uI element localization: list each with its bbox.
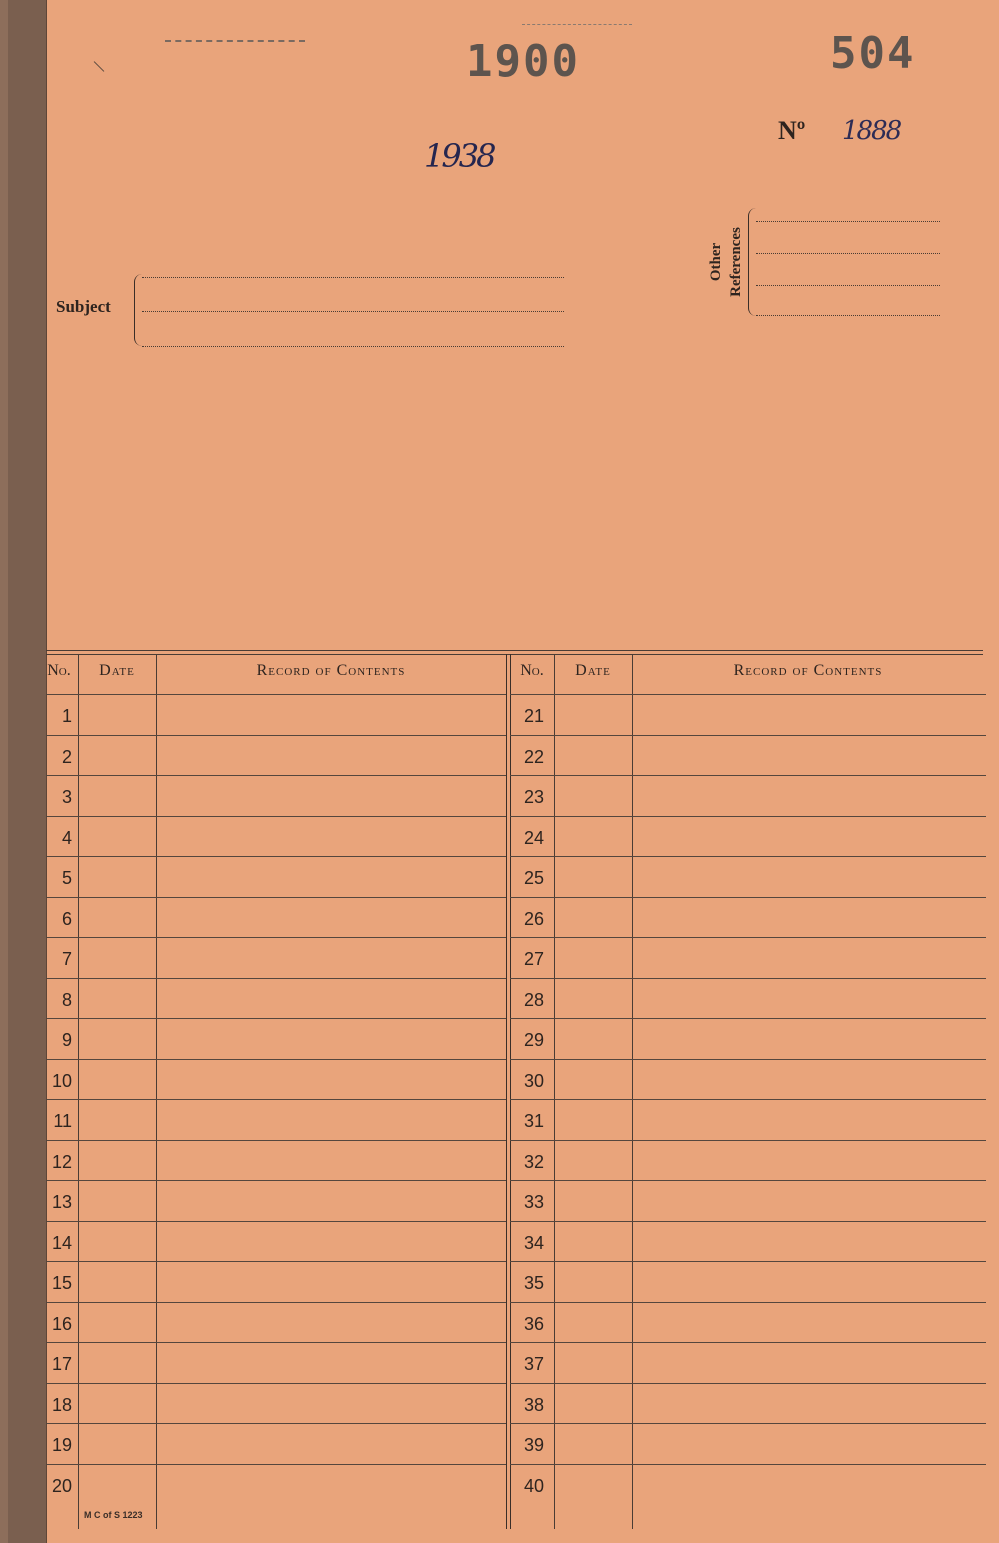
- date-cell-right[interactable]: [555, 1343, 631, 1382]
- row-number-left: 14: [51, 1233, 72, 1253]
- row-number-right: 35: [523, 1273, 544, 1293]
- date-cell-right[interactable]: [555, 1465, 631, 1504]
- reference-line-1[interactable]: [756, 221, 940, 222]
- reference-line-3[interactable]: [756, 285, 940, 286]
- subject-line-2[interactable]: [142, 311, 564, 312]
- date-cell-left[interactable]: [79, 1424, 155, 1463]
- row-number-left: 18: [51, 1395, 72, 1415]
- date-cell-left[interactable]: [79, 898, 155, 937]
- date-cell-left[interactable]: [79, 1060, 155, 1099]
- other-references-label-line1: Other: [708, 242, 724, 282]
- date-cell-right[interactable]: [555, 857, 631, 896]
- row-number-right: 29: [523, 1030, 544, 1050]
- reference-line-2[interactable]: [756, 253, 940, 254]
- record-cell-left[interactable]: [157, 898, 505, 937]
- row-number-right: 24: [523, 828, 544, 848]
- left-date-header: Date: [99, 662, 135, 679]
- date-cell-left[interactable]: [79, 736, 155, 775]
- record-cell-left[interactable]: [157, 1141, 505, 1180]
- row-number-right: 32: [523, 1152, 544, 1172]
- record-cell-left[interactable]: [157, 736, 505, 775]
- record-cell-left[interactable]: [157, 695, 505, 734]
- number-value-handwritten: 1888: [842, 116, 901, 146]
- number-label: Nº: [778, 116, 806, 145]
- record-cell-right[interactable]: [633, 938, 983, 977]
- record-cell-left[interactable]: [157, 1262, 505, 1301]
- record-cell-left[interactable]: [157, 1100, 505, 1139]
- other-references-label-line2: References: [728, 227, 744, 297]
- date-cell-right[interactable]: [555, 817, 631, 856]
- record-cell-right[interactable]: [633, 898, 983, 937]
- row-number-right: 23: [523, 787, 544, 807]
- date-cell-right[interactable]: [555, 898, 631, 937]
- row-number-left: 20: [51, 1476, 72, 1496]
- record-cell-right[interactable]: [633, 776, 983, 815]
- date-cell-right[interactable]: [555, 695, 631, 734]
- record-cell-right[interactable]: [633, 736, 983, 775]
- date-cell-left[interactable]: [79, 1465, 155, 1504]
- record-cell-right[interactable]: [633, 1222, 983, 1261]
- table-top-rule: [46, 650, 983, 655]
- left-record-header: Record of Contents: [256, 662, 406, 679]
- row-number-left: 1: [61, 706, 72, 726]
- date-cell-left[interactable]: [79, 817, 155, 856]
- record-cell-left[interactable]: [157, 1424, 505, 1463]
- row-number-right: 31: [523, 1111, 544, 1131]
- row-number-left: 6: [61, 909, 72, 929]
- record-cell-left[interactable]: [157, 1384, 505, 1423]
- date-cell-left[interactable]: [79, 979, 155, 1018]
- record-cell-right[interactable]: [633, 1343, 983, 1382]
- record-cell-right[interactable]: [633, 1384, 983, 1423]
- right-record-header: Record of Contents: [733, 662, 883, 679]
- spine-edge: [0, 0, 8, 1543]
- date-cell-right[interactable]: [555, 979, 631, 1018]
- record-cell-left[interactable]: [157, 817, 505, 856]
- record-cell-left[interactable]: [157, 938, 505, 977]
- date-cell-left[interactable]: [79, 1019, 155, 1058]
- record-cell-left[interactable]: [157, 1019, 505, 1058]
- row-number-left: 2: [61, 747, 72, 767]
- record-cell-right[interactable]: [633, 1100, 983, 1139]
- row-number-left: 15: [51, 1273, 72, 1293]
- row-number-left: 19: [51, 1435, 72, 1455]
- row-number-right: 40: [523, 1476, 544, 1496]
- top-dash-mark: [165, 40, 305, 42]
- row-number-right: 38: [523, 1395, 544, 1415]
- left-no-header: No.: [47, 662, 71, 679]
- other-references-label: [706, 212, 746, 312]
- subject-line-3[interactable]: [142, 346, 564, 347]
- row-number-right: 27: [523, 949, 544, 969]
- record-cell-right[interactable]: [633, 857, 983, 896]
- top-dash-mark-2: [522, 24, 632, 25]
- record-cell-left[interactable]: [157, 979, 505, 1018]
- row-number-left: 7: [61, 949, 72, 969]
- date-cell-left[interactable]: [79, 1222, 155, 1261]
- row-number-left: 4: [61, 828, 72, 848]
- subject-line-1[interactable]: [142, 277, 564, 278]
- reference-line-4[interactable]: [756, 315, 940, 316]
- handwritten-year: 1938: [424, 137, 494, 175]
- date-cell-left[interactable]: [79, 857, 155, 896]
- date-cell-right[interactable]: [555, 1303, 631, 1342]
- date-cell-left[interactable]: [79, 938, 155, 977]
- record-cell-left[interactable]: [157, 1181, 505, 1220]
- center-divider-rule-a: [506, 654, 507, 1529]
- row-number-left: 8: [61, 990, 72, 1010]
- row-number-left: 16: [51, 1314, 72, 1334]
- binding-spine: [0, 0, 47, 1543]
- subject-brace: [134, 274, 145, 346]
- date-cell-left[interactable]: [79, 1303, 155, 1342]
- record-cell-left[interactable]: [157, 1222, 505, 1261]
- date-cell-right[interactable]: [555, 1181, 631, 1220]
- record-cell-right[interactable]: [633, 1019, 983, 1058]
- year-stamp: 1900: [466, 36, 580, 87]
- row-number-left: 10: [51, 1071, 72, 1091]
- pen-tick-mark: [94, 61, 105, 72]
- row-number-left: 5: [61, 868, 72, 888]
- record-cell-right[interactable]: [633, 1303, 983, 1342]
- date-cell-left[interactable]: [79, 695, 155, 734]
- record-cell-left[interactable]: [157, 857, 505, 896]
- date-cell-right[interactable]: [555, 1141, 631, 1180]
- row-number-left: 3: [61, 787, 72, 807]
- date-cell-right[interactable]: [555, 938, 631, 977]
- record-cell-right[interactable]: [633, 1424, 983, 1463]
- date-cell-left[interactable]: [79, 776, 155, 815]
- date-cell-left[interactable]: [79, 1262, 155, 1301]
- subject-label: Subject: [56, 297, 111, 316]
- row-number-right: 30: [523, 1071, 544, 1091]
- record-cell-right[interactable]: [633, 695, 983, 734]
- record-cell-left[interactable]: [157, 1060, 505, 1099]
- row-number-right: 22: [523, 747, 544, 767]
- date-cell-right[interactable]: [555, 1060, 631, 1099]
- record-cell-right[interactable]: [633, 817, 983, 856]
- date-cell-right[interactable]: [555, 1222, 631, 1261]
- date-cell-left[interactable]: [79, 1343, 155, 1382]
- right-no-header: No.: [520, 662, 544, 679]
- right-date-header: Date: [575, 662, 611, 679]
- date-cell-right[interactable]: [555, 736, 631, 775]
- date-cell-right[interactable]: [555, 1424, 631, 1463]
- date-cell-right[interactable]: [555, 776, 631, 815]
- row-number-right: 21: [523, 706, 544, 726]
- row-number-left: 11: [53, 1111, 72, 1131]
- row-number-left: 17: [51, 1354, 72, 1374]
- row-number-left: 12: [51, 1152, 72, 1172]
- row-number-right: 25: [523, 868, 544, 888]
- date-cell-right[interactable]: [555, 1384, 631, 1423]
- row-number-right: 34: [523, 1233, 544, 1253]
- row-number-right: 37: [523, 1354, 544, 1374]
- file-number-stamp: 504: [830, 28, 916, 79]
- record-cell-left[interactable]: [157, 1343, 505, 1382]
- date-cell-right[interactable]: [555, 1262, 631, 1301]
- date-cell-left[interactable]: [79, 1141, 155, 1180]
- date-cell-left[interactable]: [79, 1100, 155, 1139]
- row-number-right: 36: [523, 1314, 544, 1334]
- record-cell-right[interactable]: [633, 1060, 983, 1099]
- record-cell-right[interactable]: [633, 979, 983, 1018]
- row-number-right: 33: [523, 1192, 544, 1212]
- record-cell-left[interactable]: [157, 776, 505, 815]
- record-cell-right[interactable]: [633, 1465, 983, 1504]
- form-code: M C of S 1223: [84, 1510, 143, 1520]
- record-cell-right[interactable]: [633, 1141, 983, 1180]
- row-number-right: 28: [523, 990, 544, 1010]
- record-cell-left[interactable]: [157, 1303, 505, 1342]
- other-references-brace: [748, 208, 759, 316]
- row-number-right: 39: [523, 1435, 544, 1455]
- date-cell-right[interactable]: [555, 1019, 631, 1058]
- record-cell-left[interactable]: [157, 1465, 505, 1504]
- date-cell-left[interactable]: [79, 1181, 155, 1220]
- row-number-right: 26: [523, 909, 544, 929]
- record-cell-right[interactable]: [633, 1262, 983, 1301]
- date-cell-left[interactable]: [79, 1384, 155, 1423]
- record-cell-right[interactable]: [633, 1181, 983, 1220]
- row-number-left: 9: [61, 1030, 72, 1050]
- date-cell-right[interactable]: [555, 1100, 631, 1139]
- center-divider-rule-b: [510, 654, 511, 1529]
- row-number-left: 13: [51, 1192, 72, 1212]
